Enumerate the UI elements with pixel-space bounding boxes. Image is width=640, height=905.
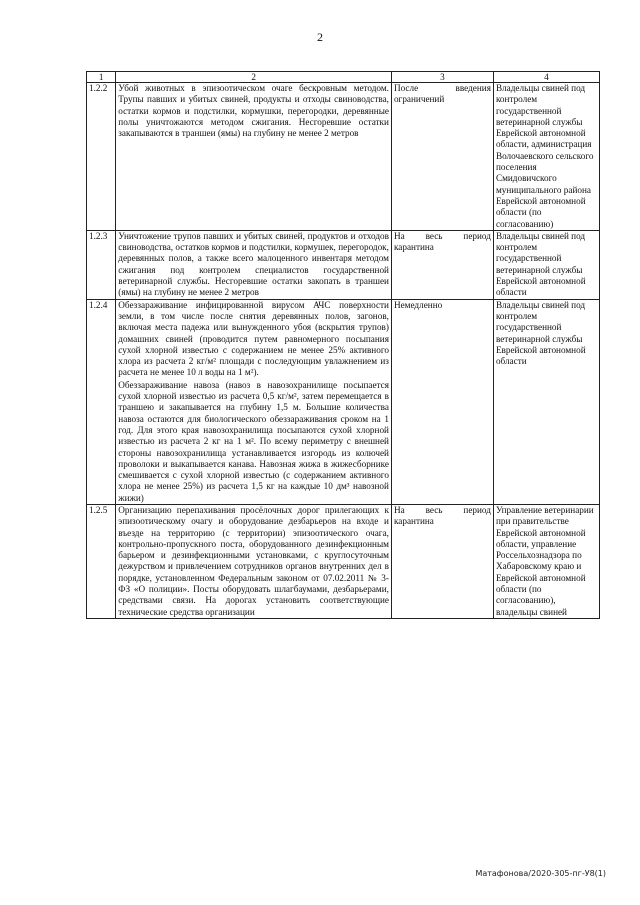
row-term: После введения ограничений bbox=[391, 83, 493, 231]
document-footer-code: Матафонова/2020-305-пг-У8(1) bbox=[475, 869, 606, 878]
row-measure bbox=[116, 230, 392, 299]
row-number: 1.2.2 bbox=[87, 83, 116, 231]
row-number: 1.2.3 bbox=[87, 230, 116, 299]
header-col-2: 2 bbox=[116, 72, 392, 83]
row-number: 1.2.5 bbox=[87, 504, 116, 618]
table-row bbox=[87, 83, 600, 231]
measure-paragraph: Обеззараживание инфицированной вирусом АЧС поверхности земли, в том числе после снятия деревянных полов, загонов, включая места падежа или вынужденного убоя (вскрытия трупов) домашних свиней (проводится путем равномерного посыпания сухой хлорной известью с содержанием не менее 25% активного хлора из расчета 2 кг/м² площади с последующим увлажнением из расчета не менее 10 л воды на 1 м²). bbox=[118, 299, 389, 378]
measure-paragraph: Уничтожение трупов павших и убитых свиней, продуктов и отходов свиноводства, остатков кормов и подстилки, кормушек, перегородок, деревянных полов, а также всего малоценного инвентаря методом сжигания под контролем специалистов государственной ветеринарной службы. Несгоревшие остатки закопать в траншеи (ямы) на глубину не менее 2 метров bbox=[118, 230, 389, 298]
row-term: Немедленно bbox=[391, 299, 493, 504]
header-col-4: 4 bbox=[493, 72, 599, 83]
row-responsible: Владельцы свиней под контролем государственной ветеринарной службы Еврейской автономной области bbox=[493, 299, 599, 504]
measure-paragraph: Убой животных в эпизоотическом очаге бескровным методом. Трупы павших и убитых свиней, продукты и отходы свиноводства, остатки кормов и подстилки, кормушки, перегородки, деревянные полы уничтожаются методом сжигания. Несгоревшие остатки закапываются в траншеи (ямы) на глубину не менее 2 метров bbox=[118, 83, 389, 139]
row-measure bbox=[116, 504, 392, 618]
row-measure bbox=[116, 83, 392, 231]
measure-paragraph: Организацию перепахивания просёлочных дорог прилегающих к эпизоотическому очагу и оборудование дезбарьеров на входе и въезде на территорию (с территории) эпизоотического очага, контрольно-пропускного поста, оборудованного дезинфекционным барьером и дезинфекционными установками, с круглосуточным дежурством и привлечением сотрудников органов внутренних дел в порядке, установленном Федеральным законом от 07.02.2011 № 3-ФЗ «О полиции». Посты оборудовать шлагбаумами, дезбарьерами, средствами связи. На дорогах установить соответствующие технические средства организации bbox=[118, 504, 389, 617]
row-term: На весь период карантина bbox=[391, 230, 493, 299]
table-row bbox=[87, 299, 600, 504]
row-responsible: Управление ветеринарии при правительстве Еврейской автономной области, управление Россельхознадзора по Хабаровскому краю и Еврейской автономной области (по согласованию), владельцы свиней bbox=[493, 504, 599, 618]
row-responsible: Владельцы свиней под контролем государственной ветеринарной службы Еврейской автономной области bbox=[493, 230, 599, 299]
header-col-3: 3 bbox=[391, 72, 493, 83]
table-row bbox=[87, 230, 600, 299]
row-responsible: Владельцы свиней под контролем государственной ветеринарной службы Еврейской автономной области, администрация Волочаевского сельского поселения Смидовичского муниципального района Еврейской автономной области (по согласованию) bbox=[493, 83, 599, 231]
row-measure bbox=[116, 299, 392, 504]
row-number: 1.2.4 bbox=[87, 299, 116, 504]
header-col-1: 1 bbox=[87, 72, 116, 83]
row-term: На весь период карантина bbox=[391, 504, 493, 618]
measures-table bbox=[86, 71, 600, 619]
measure-paragraph: Обеззараживание навоза (навоз в навозохранилище посыпается сухой хлорной известью из расчета 0,5 кг/м², затем перемещается в траншею и закапывается на глубину 1,5 м. Большие количества навоза остаются для биологического обеззараживания сроком на 1 год. Для этого края навозохранилища посыпаются сухой хлорной известью из расчета 2 кг на 1 м². По всему периметру с внешней стороны навозохранилища устанавливается изгородь из колючей проволоки и выкапывается канава. Навозная жижа в жижесборнике смешивается с сухой хлорной известью (с содержанием активного хлора не менее 25%) из расчета 1,5 кг на каждые 10 дм³ навозной жижи) bbox=[118, 379, 389, 503]
page-number: 2 bbox=[317, 30, 323, 44]
table-header-row bbox=[87, 72, 600, 83]
table-row bbox=[87, 504, 600, 618]
